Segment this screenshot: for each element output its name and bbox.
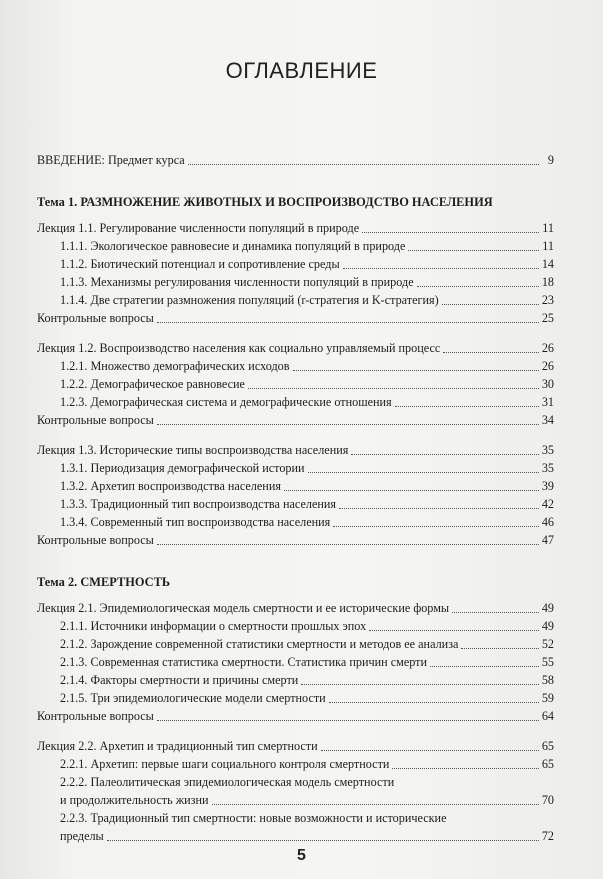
page-number: 5 — [297, 847, 306, 864]
toc-entry-questions[interactable] — [37, 530, 554, 548]
toc-entry-section[interactable] — [37, 392, 554, 410]
dot-leader — [417, 285, 539, 287]
toc-entry-text: Лекция 1.2. Воспроизводство населения как социально управляемый процесс — [37, 341, 441, 355]
toc-entry-section[interactable] — [37, 652, 554, 670]
toc-entry-section[interactable] — [37, 272, 554, 290]
toc-page-number: 49 — [541, 601, 554, 615]
toc-page-number: 72 — [541, 829, 554, 843]
toc-entry-section[interactable] — [37, 512, 554, 530]
toc-page-number: 25 — [541, 311, 554, 325]
dot-leader — [308, 471, 539, 473]
dot-leader — [212, 803, 539, 805]
toc-entry-text: 1.2.1. Множество демографических исходов — [60, 359, 290, 373]
toc-entry-section[interactable] — [37, 670, 554, 688]
toc-entry-text: Лекция 2.2. Архетип и традиционный тип смертности — [37, 739, 318, 753]
toc-entry-section[interactable] — [37, 494, 554, 512]
toc-entry-text: 2.1.5. Три эпидемиологические модели смертности — [60, 691, 326, 705]
toc-entry-section[interactable] — [37, 356, 554, 374]
toc-entry-text: пределы — [60, 829, 104, 843]
toc-entry-text: Лекция 1.3. Исторические типы воспроизводства населения — [37, 443, 349, 457]
dot-leader — [157, 321, 539, 323]
dot-leader — [443, 351, 539, 353]
toc-entry-section-line2[interactable] — [37, 826, 554, 844]
toc-page-number: 35 — [541, 443, 554, 457]
toc-entry-text: 1.1.3. Механизмы регулирования численности популяций в природе — [60, 275, 414, 289]
toc-entry-section[interactable] — [37, 688, 554, 706]
toc-page-number: 23 — [541, 293, 554, 307]
dot-leader — [369, 629, 539, 631]
toc-entry-section[interactable] — [37, 290, 554, 308]
toc-entry-section[interactable] — [37, 634, 554, 652]
toc-entry-text: 1.3.4. Современный тип воспроизводства населения — [60, 515, 331, 529]
dot-leader — [395, 405, 539, 407]
toc-entry-section[interactable] — [37, 616, 554, 634]
toc-entry-lecture[interactable] — [37, 218, 554, 236]
toc-page-number: 49 — [541, 619, 554, 633]
toc-entry-text: 2.2.3. Традиционный тип смертности: новые возможности и исторические — [60, 811, 447, 825]
toc-page-number: 35 — [541, 461, 554, 475]
toc-entry-text: Контрольные вопросы — [37, 413, 154, 427]
toc-page-number: 65 — [541, 739, 554, 753]
toc-entry-text: 1.1.1. Экологическое равновесие и динамика популяций в природе — [60, 239, 406, 253]
toc-entry-intro[interactable] — [37, 150, 554, 168]
toc-entry-text: 2.1.2. Зарождение современной статистики смертности и методов ее анализа — [60, 637, 459, 651]
toc-page-number: 39 — [541, 479, 554, 493]
topic-heading-2: Тема 2. СМЕРТНОСТЬ — [37, 575, 171, 589]
toc-entry-text: 2.2.2. Палеолитическая эпидемиологическая модель смертности — [60, 775, 395, 789]
toc-page-number: 42 — [541, 497, 554, 511]
toc-page-number: 9 — [547, 153, 554, 167]
dot-leader — [321, 749, 539, 751]
toc-entry-section[interactable] — [37, 476, 554, 494]
toc-entry-lecture[interactable] — [37, 598, 554, 616]
table-of-contents — [37, 150, 554, 844]
toc-page-number: 11 — [542, 221, 554, 235]
toc-page-number: 58 — [541, 673, 554, 687]
toc-entry-text: 1.2.2. Демографическое равновесие — [60, 377, 245, 391]
dot-leader — [343, 267, 539, 269]
dot-leader — [301, 683, 539, 685]
toc-page-number: 59 — [541, 691, 554, 705]
toc-entry-text: 1.3.1. Периодизация демографической истории — [60, 461, 305, 475]
toc-page-number: 26 — [541, 359, 554, 373]
toc-entry-text: Контрольные вопросы — [37, 709, 154, 723]
dot-leader — [329, 701, 539, 703]
dot-leader — [362, 231, 539, 233]
toc-entry-lecture[interactable] — [37, 338, 554, 356]
dot-leader — [188, 163, 539, 165]
toc-page-number: 64 — [541, 709, 554, 723]
toc-page-number: 70 — [541, 793, 554, 807]
dot-leader — [157, 719, 539, 721]
toc-entry-section-line2[interactable] — [37, 790, 554, 808]
toc-page-number: 34 — [541, 413, 554, 427]
toc-page-number: 11 — [542, 239, 554, 253]
toc-entry-lecture[interactable] — [37, 440, 554, 458]
dot-leader — [333, 525, 539, 527]
toc-entry-lecture[interactable] — [37, 736, 554, 754]
dot-leader — [408, 249, 539, 251]
toc-entry-text: 2.1.4. Факторы смертности и причины смерти — [60, 673, 299, 687]
toc-page-number: 18 — [541, 275, 554, 289]
dot-leader — [293, 369, 539, 371]
toc-page-number: 55 — [541, 655, 554, 669]
toc-entry-text: и продолжительность жизни — [60, 793, 209, 807]
toc-page-number: 47 — [541, 533, 554, 547]
dot-leader — [284, 489, 539, 491]
dot-leader — [442, 303, 539, 305]
toc-page-number: 46 — [541, 515, 554, 529]
toc-entry-section[interactable] — [37, 236, 554, 254]
toc-page-number: 52 — [541, 637, 554, 651]
toc-entry-text: 2.1.1. Источники информации о смертности прошлых эпох — [60, 619, 367, 633]
toc-entry-section[interactable] — [37, 374, 554, 392]
toc-entry-text: Лекция 2.1. Эпидемиологическая модель смертности и ее исторические формы — [37, 601, 450, 615]
toc-entry-text: Контрольные вопросы — [37, 311, 154, 325]
toc-entry-text: ВВЕДЕНИЕ: Предмет курса — [37, 153, 185, 167]
topic-heading-1: Тема 1. РАЗМНОЖЕНИЕ ЖИВОТНЫХ И ВОСПРОИЗВОДСТВО НАСЕЛЕНИЯ — [37, 195, 493, 209]
toc-entry-questions[interactable] — [37, 308, 554, 326]
toc-entry-text: Лекция 1.1. Регулирование численности популяций в природе — [37, 221, 360, 235]
toc-entry-text: 1.3.2. Архетип воспроизводства населения — [60, 479, 281, 493]
toc-entry-text: 1.3.3. Традиционный тип воспроизводства населения — [60, 497, 336, 511]
toc-entry-text: 1.1.4. Две стратегии размножения популяций (r-стратегия и K-стратегия) — [60, 293, 439, 307]
dot-leader — [339, 507, 539, 509]
dot-leader — [461, 647, 538, 649]
toc-page-number: 30 — [541, 377, 554, 391]
toc-entry-questions[interactable] — [37, 410, 554, 428]
toc-entry-text: 1.2.3. Демографическая система и демографические отношения — [60, 395, 392, 409]
dot-leader — [392, 767, 538, 769]
toc-page-number: 31 — [541, 395, 554, 409]
toc-page-number: 14 — [541, 257, 554, 271]
toc-entry-section[interactable] — [37, 754, 554, 772]
toc-entry-text: 2.1.3. Современная статистика смертности. Статистика причин смерти — [60, 655, 428, 669]
toc-entry-section[interactable] — [37, 458, 554, 476]
toc-entry-text: 2.2.1. Архетип: первые шаги социального контроля смертности — [60, 757, 390, 771]
toc-page-number: 65 — [541, 757, 554, 771]
toc-entry-section-line1[interactable] — [37, 772, 554, 790]
dot-leader — [248, 387, 539, 389]
toc-entry-text: 1.1.2. Биотический потенциал и сопротивление среды — [60, 257, 340, 271]
toc-entry-section-line1[interactable] — [37, 808, 554, 826]
dot-leader — [157, 423, 539, 425]
dot-leader — [107, 839, 539, 841]
toc-page-number: 26 — [541, 341, 554, 355]
dot-leader — [452, 611, 539, 613]
toc-entry-text: Контрольные вопросы — [37, 533, 154, 547]
dot-leader — [351, 453, 538, 455]
dot-leader — [430, 665, 539, 667]
toc-entry-questions[interactable] — [37, 706, 554, 724]
page-title: ОГЛАВЛЕНИЕ — [225, 58, 378, 83]
toc-entry-section[interactable] — [37, 254, 554, 272]
dot-leader — [157, 543, 539, 545]
